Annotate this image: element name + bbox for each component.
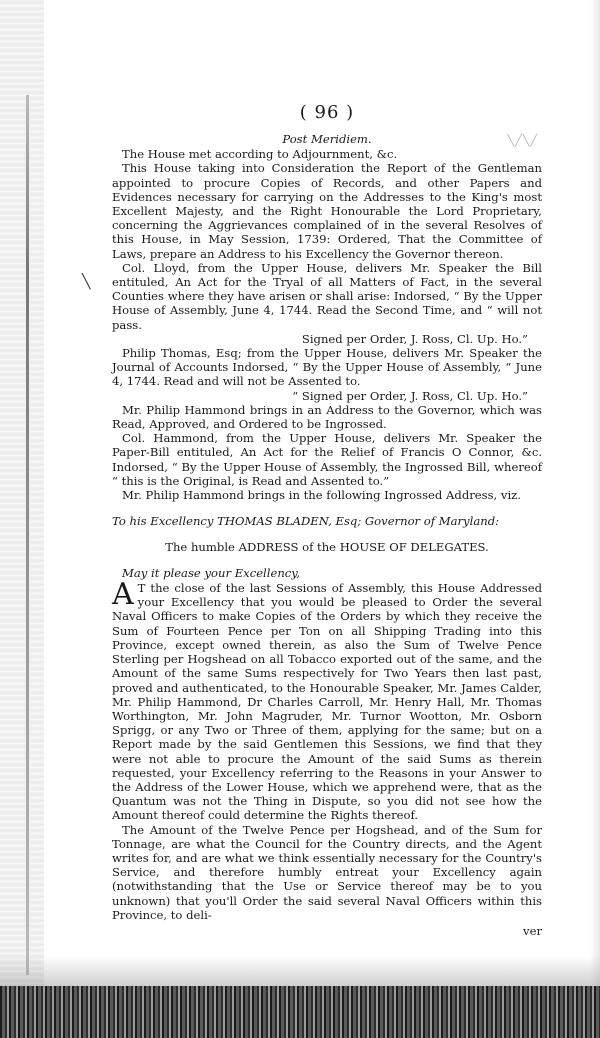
paragraph-meeting: The House met according to Adjournment, &c. bbox=[122, 147, 398, 162]
signature-line-2: “ Signed per Order, J. Ross, Cl. Up. Ho.” bbox=[292, 388, 528, 403]
address-paragraph-2: The Amount of the Twelve Pence per Hogshead, and of the Sum for Tonnage, are what the Council for the Country directs, and the Agent writes for, and are what we think essentially necessary for the Country's Service, and therefore humbly entreat your Excellency again (notwithstanding that the Use or Service thereof may be to you unknown) that you'll Order the said several Naval Officers within this Province, to deli- bbox=[112, 822, 542, 922]
book-edge-pages bbox=[0, 986, 600, 1038]
paragraph-lloyd-bill: Col. Lloyd, from the Upper House, delivers Mr. Speaker the Bill entituled, An Act for the Tryal of all Matters of Fact, in the several Counties where they have arisen or shall arise: Indorsed, “ By the Upper House of Assembly, June 4, 1744. Read the Second Time, and “ will not pass. bbox=[112, 260, 542, 332]
binding-gutter bbox=[0, 0, 44, 1038]
paragraph-hammond-paper-bill: Col. Hammond, from the Upper House, delivers Mr. Speaker the Paper-Bill entituled, An Act for the Relief of Francis O Connor, &c. Indorsed, “ By the Upper House of Assembly, the Ingrossed Bill, whereof “ this is the Original, is Read and Assented to.” bbox=[112, 431, 542, 488]
margin-pen-mark: ╲ bbox=[82, 274, 91, 290]
signature-line-1: Signed per Order, J. Ross, Cl. Up. Ho.” bbox=[301, 331, 528, 346]
page-edge bbox=[590, 0, 600, 1038]
paragraph-thomas-journal: Philip Thomas, Esq; from the Upper House, delivers Mr. Speaker the Journal of Accounts Indorsed, “ By the Upper House of Assembly, “ June 4, 1744. Read and will not be Assented to. bbox=[112, 346, 542, 389]
document-body bbox=[112, 102, 542, 938]
page-number: ( 96 ) bbox=[299, 102, 355, 123]
paragraph-ingrossed-address: Mr. Philip Hammond brings in the following Ingrossed Address, viz. bbox=[122, 488, 521, 503]
address-paragraph-1 bbox=[112, 577, 542, 823]
bleed-through-text: ╲╱╲╱ bbox=[507, 134, 538, 147]
catchword: ver bbox=[523, 923, 542, 938]
address-paragraph-1-text: T the close of the last Sessions of Assembly, this House Addressed your Excellency that you would be pleased to Order the several Naval Officers to make Copies of the Orders by which they receive the Sum of Fourteen Pence per Ton on all Shipping Trading into this Province, except owned therein, as also the Sum of Twelve Pence Sterling per Hogshead on all Tobacco exported out of the same, and the Amount of the same Sums respectively for Two Years then last past, proved and authenticated, to the Honourable Speaker, Mr. James Calder, Mr. Philip Hammond, Dr Charles Carroll, Mr. Henry Hall, Mr. Thomas Worthington, Mr. John Magruder, Mr. Turnor Wootton, Mr. Osborn Sprigg, or any Two or Three of them, applying for the same; but on a Report made by the said Gentlemen this Sessions, we find that they were not able to procure the Amount of the said Sums as therein requested, your Excellency referring to the Reasons in your Answer to the Address of the Lower House, which we apprehend were, that as the Quantum was not the Thing in Dispute, so you did not see how the Amount thereof could determine the Rights thereof. bbox=[112, 581, 542, 823]
drop-cap: A bbox=[112, 577, 134, 613]
address-subheading: The humble ADDRESS of the HOUSE OF DELEGATES. bbox=[165, 540, 489, 555]
address-heading: To his Excellency THOMAS BLADEN, Esq; Governor of Maryland: bbox=[112, 514, 500, 529]
page-bottom-shadow bbox=[0, 956, 600, 986]
paragraph-records-report: This House taking into Consideration the Report of the Gentleman appointed to procure Copies of Records, and other Papers and Evidences necessary for carrying on the Addresses to the King's most Excellent Majesty, and the Right Honourable the Lord Proprietary, concerning the Aggrievances complained of in the several Resolves of this House, in May Session, 1739: Ordered, That the Committee of Laws, prepare an Address to his Excellency the Governor thereon. bbox=[112, 161, 542, 261]
address-greeting: May it please your Excellency, bbox=[122, 565, 300, 580]
binding-shadow bbox=[26, 95, 29, 975]
paragraph-hammond-address: Mr. Philip Hammond brings in an Address to the Governor, which was Read, Approved, and Ordered to be Ingrossed. bbox=[112, 402, 542, 432]
session-subheading: Post Meridiem. bbox=[282, 132, 372, 146]
